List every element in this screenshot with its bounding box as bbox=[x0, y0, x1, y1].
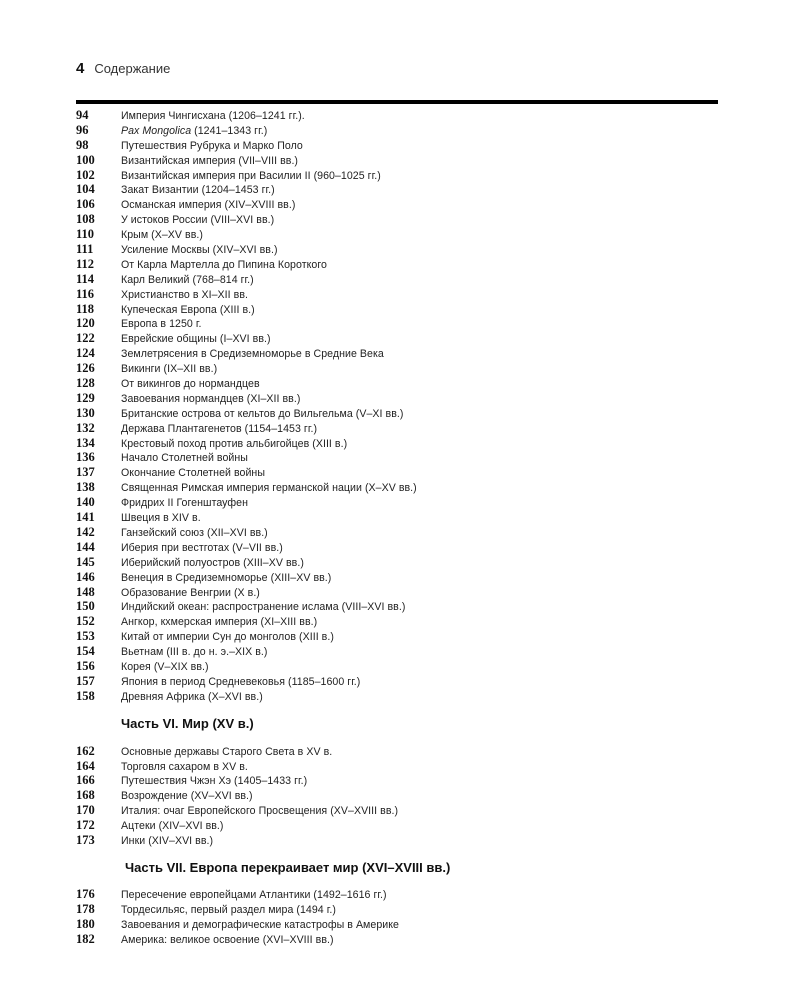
toc-entry-title: Иберия при вестготах (V–VII вв.) bbox=[121, 541, 283, 554]
toc-page-number: 144 bbox=[76, 539, 95, 554]
toc-page-number: 157 bbox=[76, 673, 95, 688]
part-7-heading: Часть VII. Европа перекраивает мир (XVI–XVIII вв.) bbox=[125, 859, 451, 875]
toc-entry-title: Византийская империя при Василии II (960–1025 гг.) bbox=[121, 169, 381, 182]
toc-page-number: 137 bbox=[76, 465, 95, 480]
toc-entry bbox=[76, 287, 716, 302]
toc-entry bbox=[76, 689, 716, 704]
toc-entry-title: Начало Столетней войны bbox=[121, 452, 248, 465]
toc-entry bbox=[76, 570, 716, 585]
toc-entry-title: Индийский океан: распространение ислама (VIII–XVI вв.) bbox=[121, 601, 406, 614]
toc-entry bbox=[76, 123, 716, 138]
toc-page-number: 124 bbox=[76, 346, 95, 361]
toc-entry bbox=[76, 421, 716, 436]
toc-page-number: 110 bbox=[76, 227, 95, 242]
toc-page-number: 132 bbox=[76, 420, 95, 435]
toc-entry bbox=[76, 182, 716, 197]
toc-entry-title: Империя Чингисхана (1206–1241 гг.). bbox=[121, 110, 305, 122]
toc-entry-title: Ганзейский союз (XII–XVI вв.) bbox=[121, 526, 268, 539]
toc-section-part-6 bbox=[76, 744, 716, 848]
toc-entry-title: От Карла Мартелла до Пипина Короткого bbox=[121, 258, 327, 271]
toc-section-continued bbox=[76, 108, 716, 704]
toc-entry-title: Крестовый поход против альбигойцев (XIII в.) bbox=[121, 437, 348, 450]
toc-entry bbox=[76, 932, 716, 947]
toc-entry-title: Ангкор, кхмерская империя (XI–XIII вв.) bbox=[121, 616, 318, 629]
toc-entry bbox=[76, 555, 716, 570]
toc-entry-title: Возрождение (XV–XVI вв.) bbox=[121, 790, 253, 803]
toc-page-number: 102 bbox=[76, 167, 95, 182]
toc-page-number: 120 bbox=[76, 316, 95, 331]
toc-entry bbox=[76, 450, 716, 465]
toc-entry bbox=[76, 108, 716, 123]
toc-entry bbox=[76, 212, 716, 227]
toc-entry-title: Завоевания и демографические катастрофы в Америке bbox=[121, 918, 399, 931]
toc-page-number: 152 bbox=[76, 614, 95, 629]
toc-page-number: 168 bbox=[76, 788, 95, 803]
toc-page-number: 111 bbox=[76, 242, 94, 257]
toc-entry-title: Основные державы Старого Света в XV в. bbox=[121, 745, 333, 758]
toc-entry bbox=[76, 257, 716, 272]
toc-entry-title: Венеция в Средиземноморье (XIII–XV вв.) bbox=[121, 571, 332, 584]
toc-entry bbox=[76, 788, 716, 803]
toc-entry-title: Закат Византии (1204–1453 гг.) bbox=[121, 184, 275, 197]
toc-entry bbox=[76, 917, 716, 932]
table-of-contents bbox=[76, 108, 716, 946]
toc-entry-title: Еврейские общины (I–XVI вв.) bbox=[121, 333, 271, 346]
toc-page-number: 158 bbox=[76, 688, 95, 703]
toc-entry bbox=[76, 585, 716, 600]
toc-entry-title: Европа в 1250 г. bbox=[121, 318, 202, 331]
toc-entry-title: Священная Римская империя германской нации (X–XV вв.) bbox=[121, 482, 417, 495]
toc-page-number: 150 bbox=[76, 599, 95, 614]
toc-entry bbox=[76, 391, 716, 406]
toc-entry bbox=[76, 331, 716, 346]
toc-page-number: 122 bbox=[76, 331, 95, 346]
part-6-heading: Часть VI. Мир (XV в.) bbox=[121, 715, 254, 731]
header-rule bbox=[76, 100, 718, 104]
toc-entry-title-rest: (1241–1343 гг.) bbox=[191, 124, 268, 137]
toc-entry bbox=[76, 436, 716, 451]
toc-page-number: 156 bbox=[76, 658, 95, 673]
toc-page-number: 178 bbox=[76, 901, 95, 916]
toc-entry bbox=[76, 376, 716, 391]
toc-entry bbox=[76, 674, 716, 689]
toc-entry-title: Иберийский полуостров (XIII–XV вв.) bbox=[121, 556, 304, 569]
toc-entry-title: Османская империя (XIV–XVIII вв.) bbox=[121, 199, 296, 212]
toc-entry-title: Завоевания нормандцев (XI–XII вв.) bbox=[121, 392, 301, 405]
toc-page-number: 166 bbox=[76, 773, 95, 788]
toc-entry-title: Пересечение европейцами Атлантики (1492–1616 гг.) bbox=[121, 888, 387, 901]
toc-entry-title: Образование Венгрии (X в.) bbox=[121, 586, 260, 599]
toc-page-number: 106 bbox=[76, 197, 95, 212]
toc-entry-title: Китай от империи Сун до монголов (XIII в.) bbox=[121, 631, 334, 644]
toc-entry bbox=[76, 540, 716, 555]
toc-page-number: 172 bbox=[76, 818, 95, 833]
toc-entry bbox=[76, 902, 716, 917]
toc-entry bbox=[76, 629, 716, 644]
toc-entry-title: Усиление Москвы (XIV–XVI вв.) bbox=[121, 244, 278, 257]
toc-entry-title-italic: Pax Mongolica bbox=[121, 124, 192, 137]
toc-page-number: 148 bbox=[76, 584, 95, 599]
toc-page-number: 154 bbox=[76, 644, 95, 659]
toc-entry bbox=[76, 599, 716, 614]
toc-entry-title: Тордесильяс, первый раздел мира (1494 г.) bbox=[121, 903, 336, 916]
toc-entry bbox=[76, 803, 716, 818]
toc-entry-title bbox=[121, 124, 267, 139]
toc-entry-title: Торговля сахаром в XV в. bbox=[121, 760, 248, 773]
toc-page-number: 142 bbox=[76, 524, 95, 539]
toc-page-number: 126 bbox=[76, 361, 95, 376]
toc-entry bbox=[76, 644, 716, 659]
toc-entry bbox=[76, 346, 716, 361]
toc-entry bbox=[76, 465, 716, 480]
toc-page-number: 140 bbox=[76, 495, 95, 510]
toc-entry bbox=[76, 659, 716, 674]
toc-entry-title: Фридрих II Гогенштауфен bbox=[121, 497, 249, 510]
toc-page-number: 176 bbox=[76, 886, 95, 901]
toc-entry-title: Купеческая Европа (XIII в.) bbox=[121, 303, 255, 316]
toc-entry-title: Вьетнам (III в. до н. э.–XIX в.) bbox=[121, 646, 268, 659]
toc-entry bbox=[76, 138, 716, 153]
toc-entry bbox=[76, 744, 716, 759]
toc-entry bbox=[76, 759, 716, 774]
toc-entry-title: Япония в период Средневековья (1185–1600 гг.) bbox=[121, 675, 361, 688]
toc-entry-title: Италия: очаг Европейского Просвещения (XV–XVIII вв.) bbox=[121, 805, 399, 818]
toc-entry-title: Швеция в XIV в. bbox=[121, 512, 201, 525]
toc-entry-title: Землетрясения в Средиземноморье в Средние Века bbox=[121, 348, 384, 361]
toc-entry-title: Америка: великое освоение (XVI–XVIII вв.) bbox=[121, 933, 334, 946]
toc-entry-title: Держава Плантагенетов (1154–1453 гг.) bbox=[121, 422, 318, 435]
running-head bbox=[76, 60, 170, 80]
toc-page-number: 146 bbox=[76, 569, 95, 584]
toc-entry-title: Британские острова от кельтов до Вильгельма (V–XI вв.) bbox=[121, 407, 404, 420]
toc-page-number: 108 bbox=[76, 212, 95, 227]
toc-page-number: 134 bbox=[76, 435, 95, 450]
toc-entry-title: Карл Великий (768–814 гг.) bbox=[121, 273, 254, 286]
toc-page-number: 128 bbox=[76, 376, 95, 391]
toc-page-number: 170 bbox=[76, 803, 95, 818]
toc-entry bbox=[76, 510, 716, 525]
toc-page-number: 112 bbox=[76, 256, 95, 271]
toc-entry-title: Окончание Столетней войны bbox=[121, 467, 266, 480]
toc-entry bbox=[76, 361, 716, 376]
toc-entry-title: Византийская империя (VII–VIII вв.) bbox=[121, 154, 299, 167]
toc-page-number: 182 bbox=[76, 931, 95, 946]
toc-page-number: 145 bbox=[76, 554, 95, 569]
toc-entry bbox=[76, 302, 716, 317]
toc-page-number: 138 bbox=[76, 480, 95, 495]
toc-entry-title: У истоков России (VIII–XVI вв.) bbox=[121, 214, 275, 227]
toc-page-number: 153 bbox=[76, 629, 95, 644]
toc-entry-title: Христианство в XI–XII вв. bbox=[121, 288, 248, 301]
toc-entry bbox=[76, 168, 716, 183]
toc-entry-title: Инки (XIV–XVI вв.) bbox=[121, 834, 214, 847]
toc-entry bbox=[76, 525, 716, 540]
toc-page-number: 114 bbox=[76, 271, 95, 286]
toc-entry bbox=[76, 495, 716, 510]
toc-entry bbox=[76, 197, 716, 212]
toc-entry-title: Путешествия Чжэн Хэ (1405–1433 гг.) bbox=[121, 775, 308, 788]
toc-entry-title: Крым (X–XV вв.) bbox=[121, 229, 203, 242]
toc-page-number: 173 bbox=[76, 832, 95, 847]
toc-entry bbox=[76, 406, 716, 421]
toc-entry-title: От викингов до нормандцев bbox=[121, 378, 260, 391]
toc-page-number: 129 bbox=[76, 390, 95, 405]
toc-page-number: 164 bbox=[76, 758, 95, 773]
toc-page-number: 100 bbox=[76, 152, 95, 167]
toc-entry bbox=[76, 818, 716, 833]
toc-page-number: 130 bbox=[76, 405, 95, 420]
toc-entry-title: Викинги (IX–XII вв.) bbox=[121, 363, 218, 376]
toc-entry bbox=[76, 272, 716, 287]
toc-page-number: 136 bbox=[76, 450, 95, 465]
toc-section-part-7 bbox=[76, 887, 716, 947]
toc-entry bbox=[76, 773, 716, 788]
toc-entry bbox=[76, 833, 716, 848]
toc-entry bbox=[76, 614, 716, 629]
toc-entry bbox=[76, 242, 716, 257]
toc-page-number: 98 bbox=[76, 137, 89, 152]
toc-entry bbox=[76, 480, 716, 495]
toc-entry-title: Ацтеки (XIV–XVI вв.) bbox=[121, 820, 224, 833]
toc-page-number: 104 bbox=[76, 182, 95, 197]
toc-entry bbox=[76, 153, 716, 168]
toc-entry bbox=[76, 227, 716, 242]
toc-entry bbox=[76, 887, 716, 902]
running-title: Содержание bbox=[94, 61, 171, 76]
page-number: 4 bbox=[76, 60, 85, 77]
toc-entry bbox=[76, 316, 716, 331]
toc-page-number: 162 bbox=[76, 743, 95, 758]
toc-page-number: 94 bbox=[76, 108, 89, 122]
toc-entry-title: Древняя Африка (X–XVI вв.) bbox=[121, 690, 263, 703]
toc-page-number: 118 bbox=[76, 301, 95, 316]
toc-page-number: 96 bbox=[76, 122, 89, 137]
toc-entry-title: Корея (V–XIX вв.) bbox=[121, 660, 209, 673]
toc-entry-title: Путешествия Рубрука и Марко Поло bbox=[121, 139, 303, 152]
toc-page-number: 180 bbox=[76, 916, 95, 931]
toc-page-number: 116 bbox=[76, 286, 95, 301]
toc-page-number: 141 bbox=[76, 510, 95, 525]
